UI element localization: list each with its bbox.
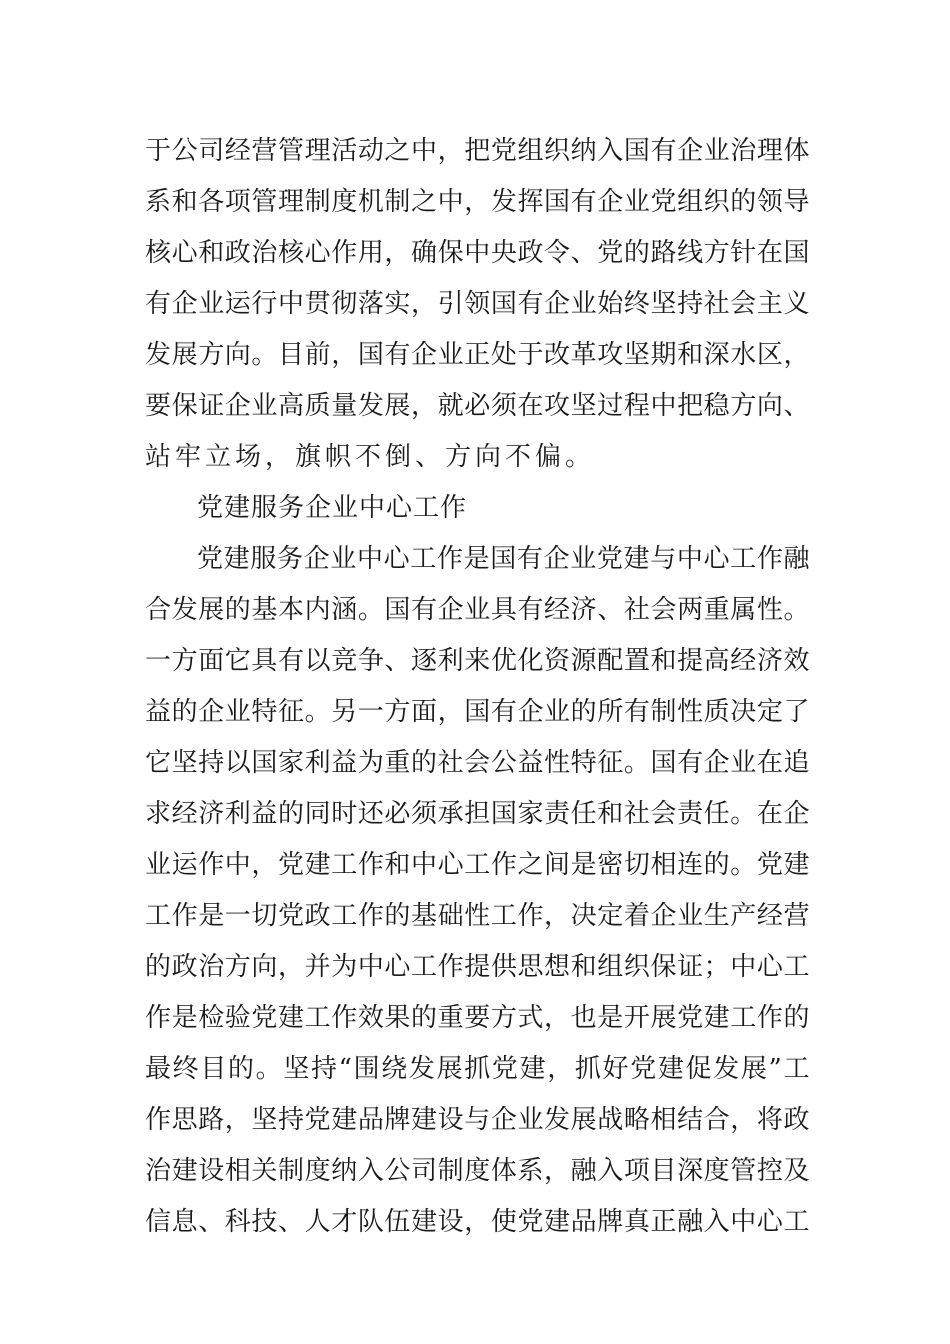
paragraph-line: 治建设相关制度纳入公司制度体系，融入项目深度管控及 xyxy=(145,1156,810,1186)
paragraph-line: 求经济利益的同时还必须承担国家责任和社会责任。在企 xyxy=(145,799,810,829)
paragraph-1 xyxy=(145,126,810,483)
paragraph-line: 要保证企业高质量发展，就必须在攻坚过程中把稳方向、 xyxy=(145,391,810,421)
paragraph-line: 站牢立场，旗帜不倒、方向不偏。 xyxy=(145,442,596,472)
paragraph-line: 益的企业特征。另一方面，国有企业的所有制性质决定了 xyxy=(145,697,810,727)
paragraph-line: 信息、科技、人才队伍建设，使党建品牌真正融入中心工 xyxy=(145,1207,810,1237)
paragraph-line: 最终目的。坚持“围绕发展抓党建，抓好党建促发展”工 xyxy=(145,1054,810,1084)
paragraph-line: 作思路，坚持党建品牌建设与企业发展战略相结合，将政 xyxy=(145,1105,810,1135)
paragraph-line: 工作是一切党政工作的基础性工作，决定着企业生产经营 xyxy=(145,901,810,931)
paragraph-line: 有企业运行中贯彻落实，引领国有企业始终坚持社会主义 xyxy=(145,289,810,319)
paragraph-line: 合发展的基本内涵。国有企业具有经济、社会两重属性。 xyxy=(145,595,810,625)
section-heading: 党建服务企业中心工作 xyxy=(197,493,468,523)
paragraph-line: 于公司经营管理活动之中，把党组织纳入国有企业治理体 xyxy=(145,136,810,166)
paragraph-line: 的政治方向，并为中心工作提供思想和组织保证；中心工 xyxy=(145,952,810,982)
paragraph-line: 系和各项管理制度机制之中，发挥国有企业党组织的领导 xyxy=(145,187,810,217)
document-body xyxy=(145,126,810,1248)
paragraph-line: 发展方向。目前，国有企业正处于改革攻坚期和深水区， xyxy=(145,340,810,370)
paragraph-line: 业运作中，党建工作和中心工作之间是密切相连的。党建 xyxy=(145,850,810,880)
paragraph-line: 一方面它具有以竞争、逐利来优化资源配置和提高经济效 xyxy=(145,646,810,676)
paragraph-line: 核心和政治核心作用，确保中央政令、党的路线方针在国 xyxy=(145,238,810,268)
paragraph-line: 党建服务企业中心工作是国有企业党建与中心工作融 xyxy=(197,544,810,574)
paragraph-line: 它坚持以国家利益为重的社会公益性特征。国有企业在追 xyxy=(145,748,810,778)
paragraph-2 xyxy=(145,534,810,1248)
paragraph-line: 作是检验党建工作效果的重要方式，也是开展党建工作的 xyxy=(145,1003,810,1033)
